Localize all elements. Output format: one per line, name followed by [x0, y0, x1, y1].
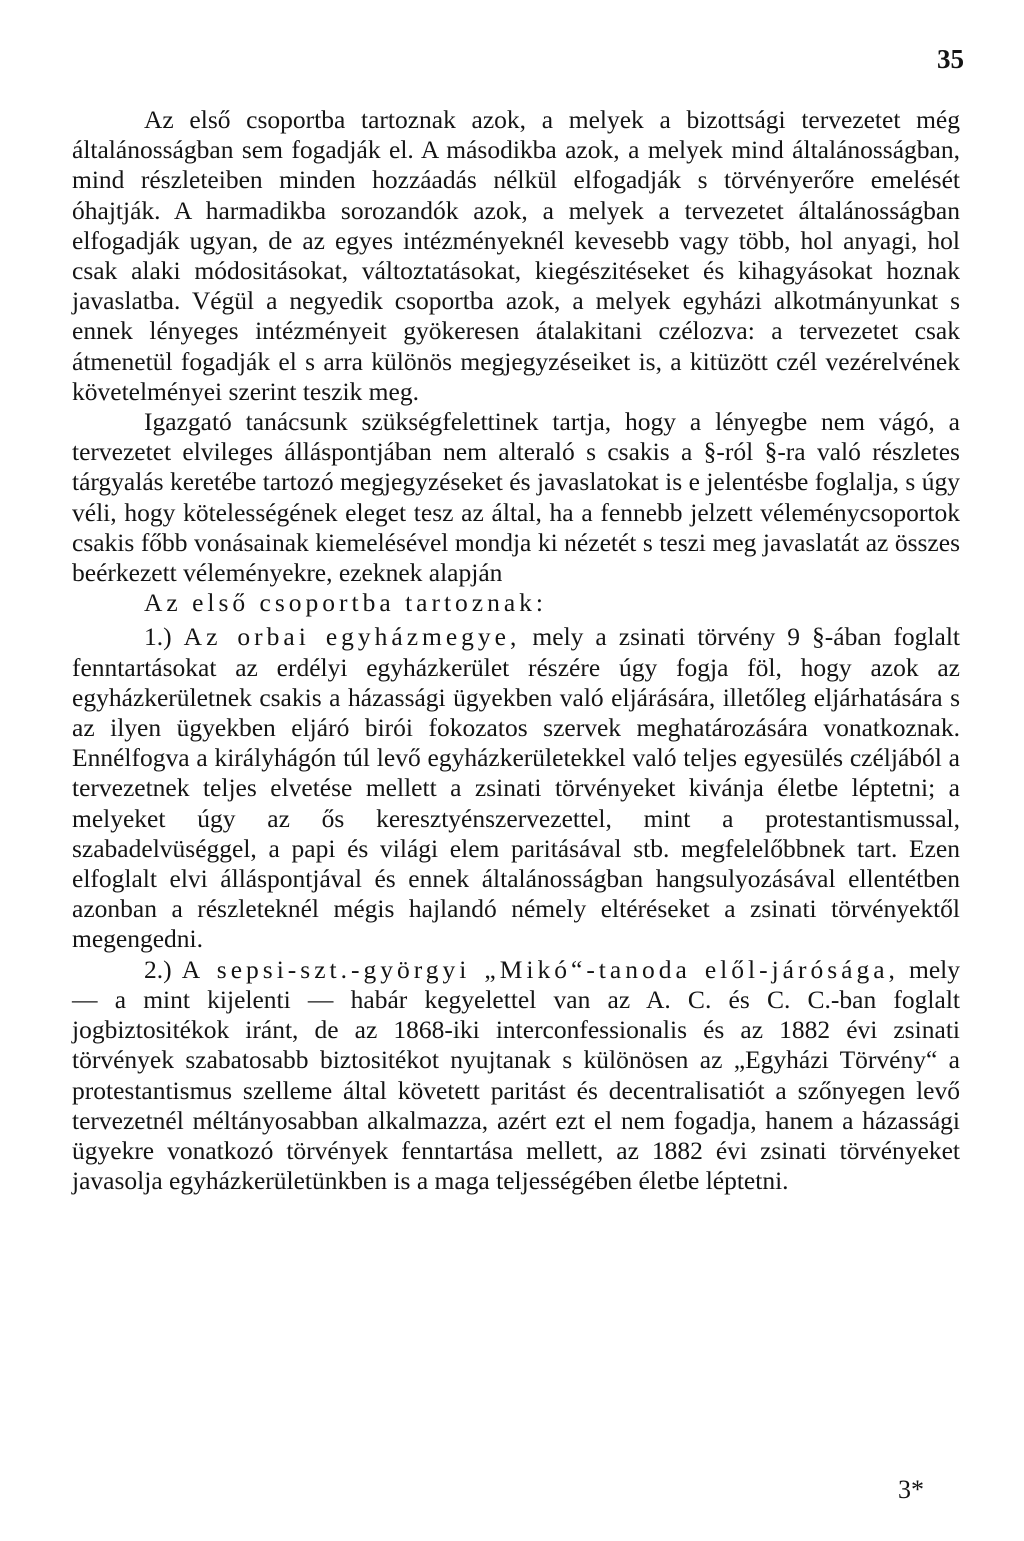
item-name: Az orbai egyházmegye, [183, 622, 521, 652]
paragraph-council-statement: Igazgató tanácsunk szükségfelettinek tartja, hogy a lényegbe nem vágó, a tervezetet elvileges álláspontjában nem alteraló s csakis a §-ról §-ra való részletes tárgyalás keretébe tartozó megjegyzéseket és javaslatokat is e jelentésbe foglalja, s úgy véli, hogy kötelességének eleget tesz az által, ha a fennebb jelzett véleménycsoportok csakis főbb vonásainak kiemelésével mondja ki nézetét s teszi meg javaslatát az összes beérkezett véleményekre, ezeknek alapján [72, 407, 960, 588]
body-text [72, 105, 960, 1196]
item-text: mely — a mint kijelenti — habár kegyelettel van az A. C. és C. C.-ban foglalt jogbiztositékok iránt, de az 1868-iki interconfessionalis és az 1882 évi zsinati törvények szabatosabb biztositékot nyujtanak s különösen az „Egyházi Törvény“ a protestantismus szelleme által követett paritást és decentralisatiót a szőnyegen levő tervezetnél méltányosabban alkalmazza, azért ezt el nem fogadja, hanem a házassági ügyekre vonatkozó törvények fenntartása mellett, az 1882 évi zsinati törvényeket javasolja egyházkerületünkben is a maga teljességében életbe léptetni. [72, 954, 960, 1196]
item-number: 2.) [144, 954, 172, 984]
item-name: A sepsi-szt.-györgyi „Mikó“-tanoda elől-járósága, [181, 954, 899, 984]
section-heading: Az első csoportba tartoznak: [144, 588, 548, 618]
paragraph-groups-intro: Az első csoportba tartoznak azok, a melyek a bizottsági tervezetet még általánosságban sem fogadják el. A másodikba azok, a melyek mind általánosságban, mind részleteiben minden hozzáadás nélkül elfogadják s törvényerőre emelését óhajtják. A harmadikba sorozandók azok, a melyek a tervezetet általánosságban elfogadják ugyan, de az egyes intézményeknél kevesebb vagy több, hol anyagi, hol csak alaki módositásokat, változtatásokat, kiegészitéseket és kihagyásokat hoznak javaslatba. Végül a negyedik csoportba azok, a melyek egyházi alkotmányunkat s ennek lényeges intézményeit gyökeresen átalakitani czélozva: a tervezetet csak átmenetül fogadják el s arra különös megjegyzéseiket is, a kitüzött czél vezérelvének követelményei szerint teszik meg. [72, 105, 960, 406]
list-item [72, 955, 960, 1197]
item-text: mely a zsinati törvény 9 §-ában foglalt fenntartásokat az erdélyi egyházkerület részére úgy fogja föl, hogy azok az egyházkerületnek csakis a házassági ügyekben való eljárására, illetőleg eljárhatására s az ilyen ügyekben eljáró birói fokozatos szervek meghatározására vonatkoznak. Ennélfogva a királyhágón túl levő egyházkerületekkel való teljes egyesülés czéljából a tervezetnek teljes elvetése mellett a zsinati törvényeket kivánja életbe léptetni; a melyeket úgy az ős keresztyénszervezettel, mint a protestantismussal, szabadelvüséggel, a papi és világi elem paritásával stb. megfelelőbbnek tart. Ezen elfoglalt elvi álláspontjával és ennek általánosságban hangsulyozásával ellentétben azonban a részleteknél mégis hajlandó némely eltéréseket a zsinati törvényektől megengedni. [72, 622, 961, 954]
list-item [72, 622, 960, 954]
item-number: 1.) [144, 622, 172, 652]
page-number: 35 [937, 44, 964, 74]
signature-mark: 3* [898, 1475, 924, 1504]
